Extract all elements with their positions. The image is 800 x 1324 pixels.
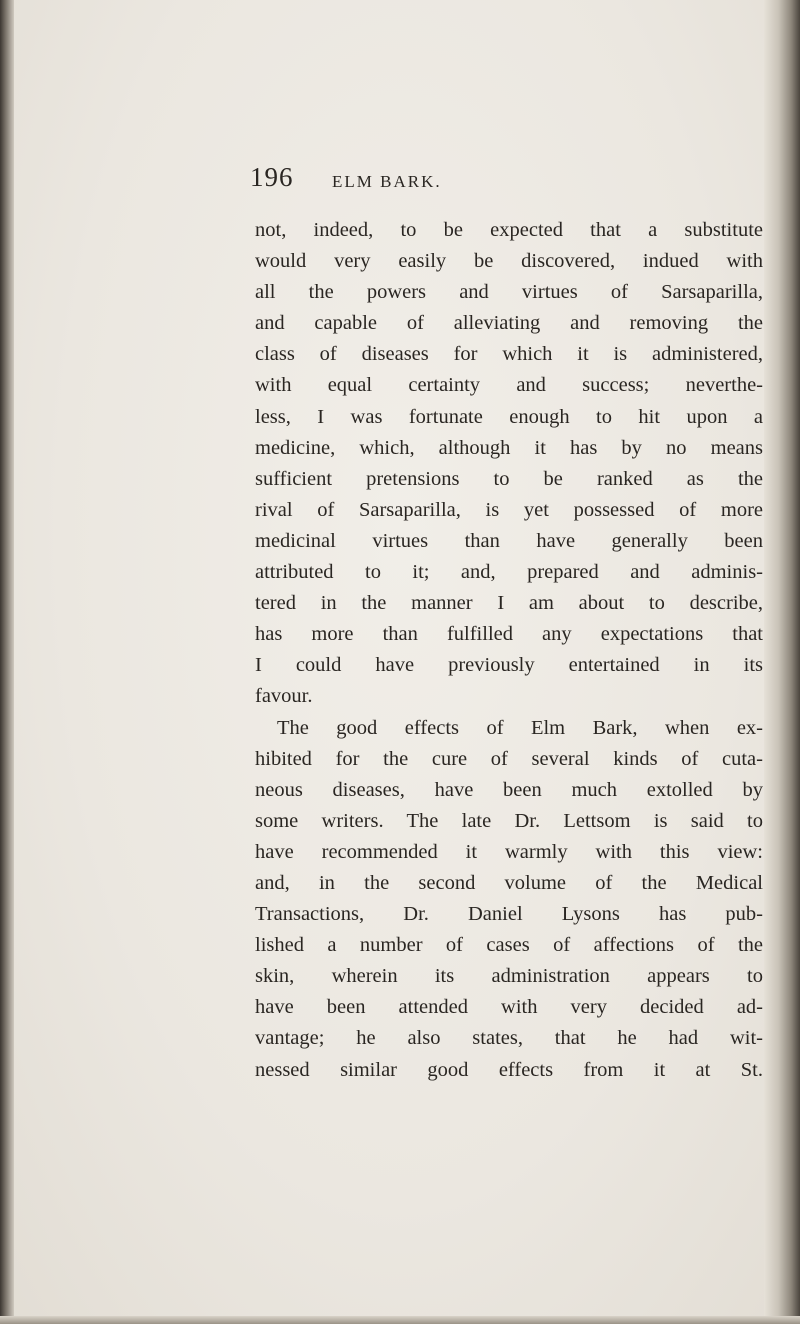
text-line: vantage; he also states, that he had wit- <box>255 1027 763 1050</box>
text-line: Transactions, Dr. Daniel Lysons has pub- <box>255 903 763 926</box>
text-line: I could have previously entertained in its <box>255 654 763 677</box>
page-edge-shadow <box>764 0 800 1324</box>
text-line: tered in the manner I am about to describe, <box>255 592 763 615</box>
text-line: class of diseases for which it is administered, <box>255 343 763 366</box>
text-line: skin, wherein its administration appears to <box>255 965 763 988</box>
text-line: lished a number of cases of affections of the <box>255 934 763 957</box>
text-line: attributed to it; and, prepared and adminis- <box>255 561 763 584</box>
text-line: not, indeed, to be expected that a substitute <box>255 219 763 241</box>
text-line: with equal certainty and success; neverthe- <box>255 374 763 397</box>
text-line: and capable of alleviating and removing the <box>255 312 763 335</box>
text-line: less, I was fortunate enough to hit upon a <box>255 405 763 428</box>
text-line: all the powers and virtues of Sarsaparilla, <box>255 281 763 304</box>
text-line: has more than fulfilled any expectations that <box>255 623 763 646</box>
text-line: have recommended it warmly with this view: <box>255 840 763 863</box>
text-line: favour. <box>255 685 313 708</box>
text-line: The good effects of Elm Bark, when ex- <box>277 716 763 739</box>
text-line: rival of Sarsaparilla, is yet possessed of more <box>255 498 763 521</box>
text-line: medicinal virtues than have generally been <box>255 529 763 552</box>
text-line: hibited for the cure of several kinds of cuta- <box>255 747 763 770</box>
text-line: and, in the second volume of the Medical <box>255 871 763 894</box>
text-line: medicine, which, although it has by no means <box>255 436 763 459</box>
text-line: some writers. The late Dr. Lettsom is said to <box>255 809 763 832</box>
text-line: nessed similar good effects from it at St. <box>255 1058 763 1081</box>
text-line: have been attended with very decided ad- <box>255 996 763 1019</box>
page-number: 196 <box>250 162 294 192</box>
page-header <box>250 162 670 202</box>
body-text <box>255 215 763 1086</box>
running-head: ELM BARK. <box>332 172 442 191</box>
text-line: sufficient pretensions to be ranked as the <box>255 467 763 490</box>
book-gutter-shadow <box>0 0 14 1324</box>
page-bottom-edge <box>0 1316 800 1324</box>
text-line: neous diseases, have been much extolled by <box>255 778 763 801</box>
text-line: would very easily be discovered, indued with <box>255 250 763 273</box>
